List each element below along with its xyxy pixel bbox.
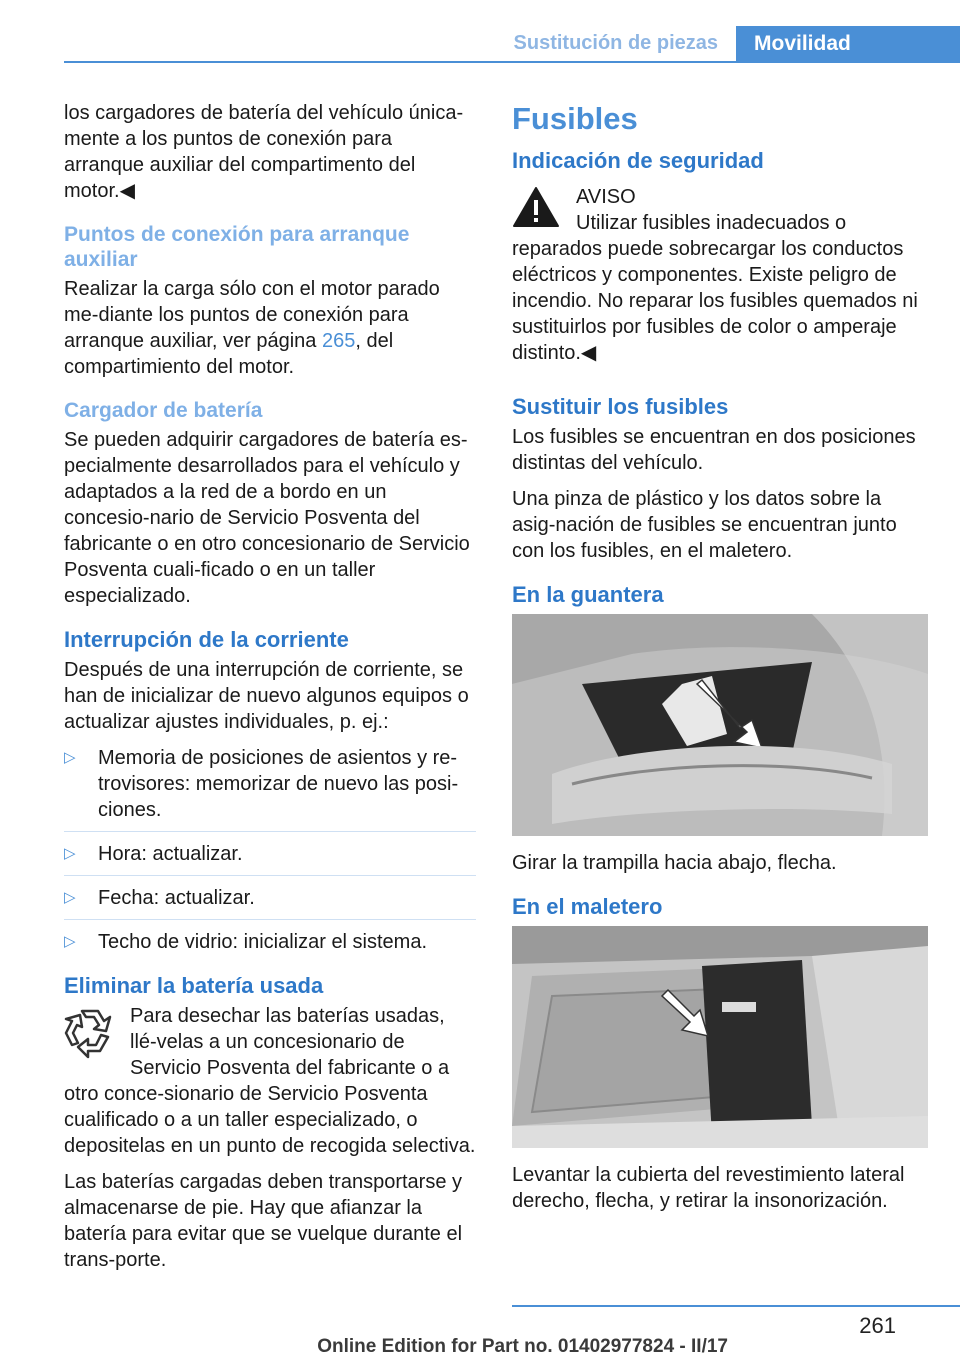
list-item-text: Memoria de posiciones de asientos y re-trovisores: memorizar de nuevo las posi-ciones. xyxy=(98,747,459,821)
footer-edition: Online Edition for Part no. 01402977824 - II/17 xyxy=(317,1336,728,1357)
triangle-bullet-icon: ▷ xyxy=(64,889,76,906)
power-interruption-heading: Interrupción de la corriente xyxy=(64,627,349,652)
safety-heading: Indicación de seguridad xyxy=(512,148,764,173)
disposal-heading: Eliminar la batería usada xyxy=(64,973,324,998)
trunk-heading: En el maletero xyxy=(512,894,663,919)
transport-paragraph: Las baterías cargadas deben transportarse y almacenarse de pie. Hay que afianzar la batería para evitar que se vuelque durante el trans-porte. xyxy=(64,1171,463,1271)
replace-fuses-paragraph-2: Una pinza de plástico y los datos sobre la asig-nación de fusibles se encuentran junto con los fusibles, en el maletero. xyxy=(512,488,897,562)
recycle-icon xyxy=(64,1005,116,1059)
jump-start-paragraph xyxy=(64,276,476,380)
left-column xyxy=(64,100,476,1283)
warning-text: Utilizar fusibles inadecuados o reparados puede sobrecargar los conductos eléctricos y componentes. Existe peligro de incendio. No reparar los fusibles quemados ni sustituirlos por fusibles de color o amperaje distinto.◀ xyxy=(512,212,918,364)
page-number: 261 xyxy=(859,1313,896,1338)
reset-list xyxy=(64,745,476,955)
disposal-paragraph: Para desechar las baterías usadas, llé-velas a un concesionario de Servicio Posventa del fabricante o a otro conce-sionario de Servicio Posventa cualificado o a un taller especializado, o depositelas en un punto de recogida selectiva. xyxy=(64,1005,476,1157)
header-rule xyxy=(64,61,960,63)
list-item-text: Techo de vidrio: inicializar el sistema. xyxy=(98,931,428,953)
footer-rule xyxy=(512,1305,960,1307)
warning-block xyxy=(512,184,928,366)
right-column xyxy=(512,100,928,1224)
disposal-block xyxy=(64,1003,476,1159)
list-item xyxy=(64,841,476,876)
triangle-bullet-icon: ▷ xyxy=(64,749,76,766)
replace-fuses-paragraph-1: Los fusibles se encuentran en dos posiciones distintas del vehículo. xyxy=(512,426,916,474)
triangle-bullet-icon: ▷ xyxy=(64,845,76,862)
power-interruption-paragraph: Después de una interrupción de corriente, se han de inicializar de nuevo algunos equipos o actualizar ajustes individuales, p. ej.: xyxy=(64,659,469,733)
warning-label: AVISO xyxy=(576,186,636,208)
warning-triangle-icon xyxy=(512,186,560,228)
intro-paragraph: los cargadores de batería del vehículo única-mente a los puntos de conexión para arranque auxiliar del compartimento del motor.◀ xyxy=(64,102,464,202)
jump-start-text: Realizar la carga sólo con el motor parado me-diante los puntos de conexión para arranque auxiliar, ver página xyxy=(64,278,440,352)
jump-start-text-end: , del compartimiento del motor. xyxy=(64,330,394,378)
replace-fuses-heading: Sustituir los fusibles xyxy=(512,394,729,419)
list-item-text: Hora: actualizar. xyxy=(98,843,243,865)
trunk-photo xyxy=(512,926,928,1148)
header-chapter-tab: Movilidad xyxy=(736,26,960,61)
list-item-text: Fecha: actualizar. xyxy=(98,887,255,909)
triangle-bullet-icon: ▷ xyxy=(64,933,76,950)
list-item xyxy=(64,929,476,955)
fuses-title: Fusibles xyxy=(512,101,638,136)
charger-heading: Cargador de batería xyxy=(64,399,263,422)
glovebox-photo xyxy=(512,614,928,836)
page-link-265[interactable]: 265 xyxy=(321,330,356,352)
jump-start-heading: Puntos de conexión para arranque auxiliar xyxy=(64,223,410,271)
trunk-caption: Levantar la cubierta del revestimiento lateral derecho, flecha, y retirar la insonorización. xyxy=(512,1164,905,1212)
glovebox-caption: Girar la trampilla hacia abajo, flecha. xyxy=(512,852,837,874)
glovebox-heading: En la guantera xyxy=(512,582,664,607)
list-item xyxy=(64,885,476,920)
charger-paragraph: Se pueden adquirir cargadores de batería es-pecialmente desarrollados para el vehículo y adaptados a la red de a bordo en un concesio-nario de Servicio Posventa del fabricante o en otro concesionario de Servicio Posventa cuali-ficado o en un taller especializado. xyxy=(64,429,470,607)
list-item xyxy=(64,745,476,832)
header-section-title: Sustitución de piezas xyxy=(513,32,718,54)
